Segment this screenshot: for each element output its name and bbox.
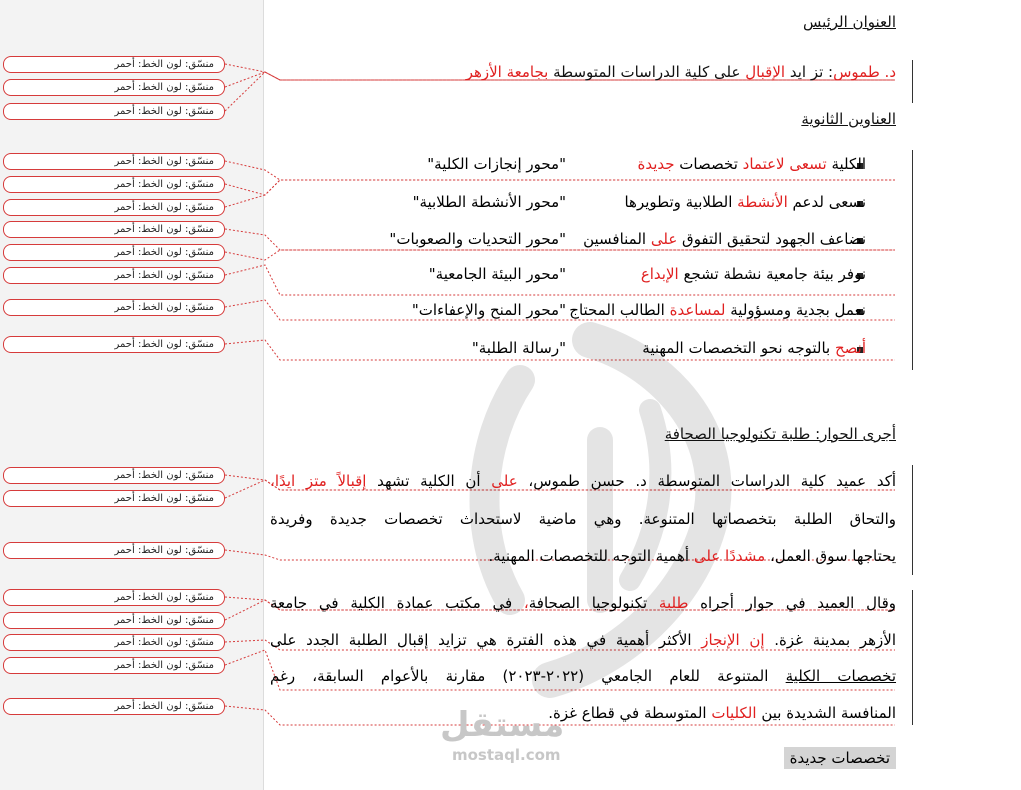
text-run: في مكتب عمادة الكلية في جامعة [270, 594, 524, 612]
format-comment-balloon[interactable]: منسّق: لون الخط: أحمر [3, 634, 225, 651]
text-run: الطلابية وتطويرها [624, 193, 738, 211]
title-part: بجامعة الأزهر [465, 63, 549, 81]
text-run: مشددًا على [693, 547, 766, 565]
text-run: الطالب المحتاج [569, 301, 670, 319]
format-comment-balloon[interactable]: منسّق: لون الخط: أحمر [3, 79, 225, 96]
title-part: الإقبال [745, 63, 786, 81]
format-comment-balloon[interactable]: منسّق: لون الخط: أحمر [3, 299, 225, 316]
axis-label: "محور التحديات والصعوبات" [389, 230, 566, 248]
format-comment-balloon[interactable]: منسّق: لون الخط: أحمر [3, 153, 225, 170]
text-run: المتنوعة للعام الجامعي (٢٠٢٢-٢٠٢٣) مقارنة بالأعوام السابقة، رغم [270, 667, 786, 685]
format-comment-balloon[interactable]: منسّق: لون الخط: أحمر [3, 589, 225, 606]
text-run: الإبداع [640, 265, 679, 283]
change-bar [912, 590, 913, 725]
text-run: أن الكلية تشهد [366, 472, 492, 490]
secondary-title-item[interactable] [270, 155, 866, 173]
text-run: الأزهر بمدينة غزة. [764, 631, 896, 649]
format-comment-balloon[interactable]: منسّق: لون الخط: أحمر [3, 336, 225, 353]
text-run: تخصصات الكلية [785, 667, 897, 685]
secondary-title-item[interactable] [270, 193, 866, 211]
title-part: : تز ايد [785, 63, 834, 81]
text-run: إن الإنجاز [701, 631, 765, 649]
text-run: الأنشطة [737, 193, 788, 211]
axis-label: "محور المنح والإعفاءات" [411, 301, 566, 319]
change-bar [912, 465, 913, 575]
text-run: نضاعف الجهود لتحقيق التفوق [677, 230, 866, 248]
text-run: الكليات [711, 704, 757, 722]
format-comment-balloon[interactable]: منسّق: لون الخط: أحمر [3, 103, 225, 120]
text-run: على [650, 230, 678, 248]
text-run: نسعى لدعم [787, 193, 866, 211]
para1-line2[interactable]: والتحاق الطلبة بتخصصاتها المتنوعة. وهي ماضية لاستحداث تخصصات جديدة وفريدة [270, 510, 896, 528]
axis-label: "رسالة الطلبة" [471, 339, 566, 357]
text-run: وقال العميد في حوار أجراه [688, 594, 896, 612]
new-specializations-heading: تخصصات جديدة [784, 747, 896, 769]
document-page [270, 0, 910, 790]
interview-credit: أجرى الحوار: طلبة تكنولوجيا الصحافة [664, 425, 896, 443]
text-run: ، [523, 594, 529, 612]
para2-line1[interactable] [270, 594, 896, 612]
format-comment-balloon[interactable]: منسّق: لون الخط: أحمر [3, 267, 225, 284]
text-run: يحتاجها سوق العمل، [765, 547, 896, 565]
format-comment-balloon[interactable]: منسّق: لون الخط: أحمر [3, 244, 225, 261]
main-title[interactable] [270, 63, 896, 81]
text-run: المتوسطة في قطاع غزة. [548, 704, 712, 722]
text-run: طلبة [658, 594, 689, 612]
text-run: تكنولوجيا الصحافة [528, 594, 659, 612]
change-bar [912, 150, 913, 370]
format-comment-balloon[interactable]: منسّق: لون الخط: أحمر [3, 221, 225, 238]
text-run: إقبالاً متز ايدًا، [270, 472, 367, 490]
title-part: على كلية الدراسات المتوسطة [548, 63, 746, 81]
para2-line3[interactable] [270, 667, 896, 685]
text-run: الكلية [826, 155, 866, 173]
text-run: نوفر بيئة جامعية نشطة تشجع [678, 265, 866, 283]
text-run: أهمية التوجه للتخصصات المهنية. [488, 547, 694, 565]
secondary-title-item[interactable] [270, 230, 866, 248]
format-comment-balloon[interactable]: منسّق: لون الخط: أحمر [3, 490, 225, 507]
format-comment-balloon[interactable]: منسّق: لون الخط: أحمر [3, 657, 225, 674]
text-run: تسعى لاعتماد [742, 155, 827, 173]
text-run: بالتوجه نحو التخصصات المهنية [642, 339, 835, 357]
format-comment-balloon[interactable]: منسّق: لون الخط: أحمر [3, 612, 225, 629]
format-comment-balloon[interactable]: منسّق: لون الخط: أحمر [3, 176, 225, 193]
text-run: جديدة [637, 155, 675, 173]
format-comment-balloon[interactable]: منسّق: لون الخط: أحمر [3, 467, 225, 484]
text-run: نعمل بجدية ومسؤولية [725, 301, 866, 319]
format-comment-balloon[interactable]: منسّق: لون الخط: أحمر [3, 698, 225, 715]
text-run: أكد عميد كلية الدراسات المتوسطة د. حسن طموس، [517, 472, 897, 490]
secondary-title-item[interactable] [270, 265, 866, 283]
text-run: على [491, 472, 518, 490]
format-comment-balloon[interactable]: منسّق: لون الخط: أحمر [3, 56, 225, 73]
watermark-brand: مستقل [440, 705, 565, 745]
secondary-title-item[interactable] [270, 301, 866, 319]
text-run: لمساعدة [669, 301, 726, 319]
watermark-url: mostaql.com [452, 746, 561, 764]
text-run: الأكثر أهمية في هذه الفترة هي تزايد إقبال الطلبة الجدد على [270, 631, 702, 649]
secondary-title-item[interactable] [270, 339, 866, 357]
para1-line3[interactable] [270, 547, 896, 565]
para1-line1[interactable] [270, 472, 896, 490]
title-part: د. طموس [833, 63, 896, 81]
text-run: المنافسة الشديدة بين [756, 704, 896, 722]
axis-label: "محور البيئة الجامعية" [428, 265, 566, 283]
axis-label: "محور الأنشطة الطلابية" [412, 193, 566, 211]
para2-line2[interactable] [270, 631, 896, 649]
axis-label: "محور إنجازات الكلية" [427, 155, 566, 173]
format-comment-balloon[interactable]: منسّق: لون الخط: أحمر [3, 199, 225, 216]
text-run: المنافسين [583, 230, 651, 248]
main-heading: العنوان الرئيس [802, 13, 896, 31]
format-comment-balloon[interactable]: منسّق: لون الخط: أحمر [3, 542, 225, 559]
text-run: تخصصات [674, 155, 743, 173]
para2-line4[interactable] [270, 704, 896, 722]
text-run: أنصح [834, 339, 866, 357]
secondary-heading: العناوين الثانوية [801, 110, 896, 128]
change-bar [912, 60, 913, 103]
